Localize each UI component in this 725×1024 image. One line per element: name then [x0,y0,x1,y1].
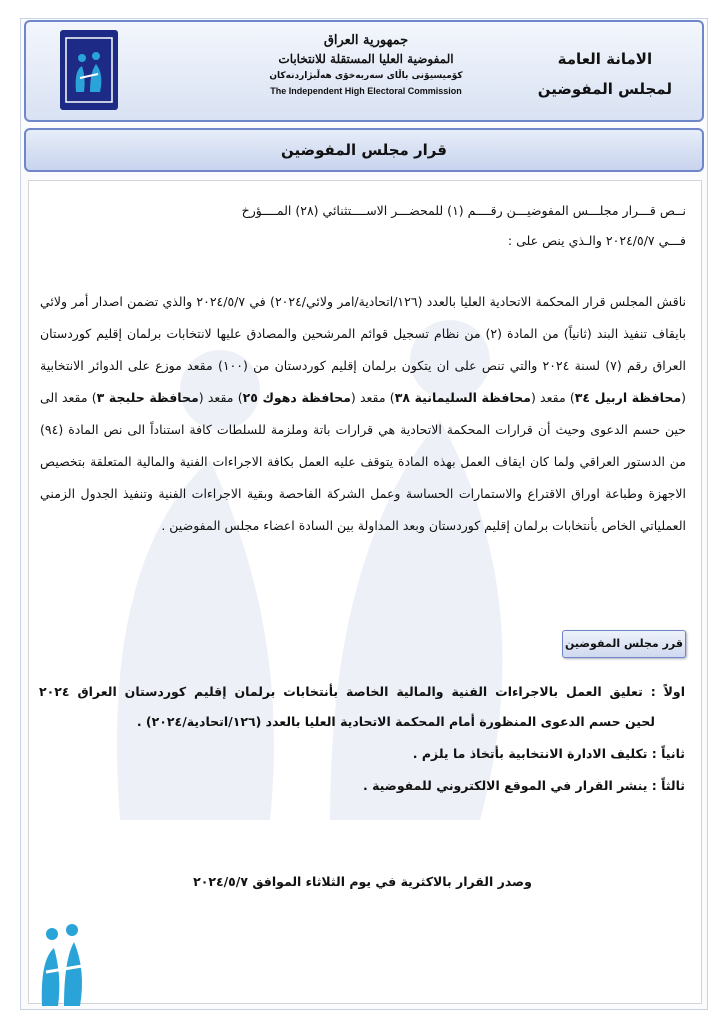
document-title: قرار مجلس المفوضين [24,128,704,172]
decision-item-third: ثالثاً : ينشر القرار في الموقع الالكتروني للمفوضية . [362,778,685,793]
secretariat-line2: لمجلس المفوضين [537,80,672,98]
header-banner [24,20,704,122]
body-text-1: ناقش المجلس قرار المحكمة الاتحادية العليا بالعدد (١٢٦/اتحادية/امر ولائي/٢٠٢٤) في ٢٠٢٤/٥/٧ والذي تضمن اصدار أمر ولائي بايقاف تنفيذ البند (ثانياً) من المادة (٢) من نظام تسجيل قوائم المرشحين والمصادق عليها لانتخابات برلمان إقليم كوردستان العراق رقم (٧) لسنة ٢٠٢٤ والتي تنص على ان يتكون برلمان إقليم كوردستان من (١٠٠) مقعد موزع على الدوائر الانتخابية ( [40,294,687,405]
decision-label: قرر مجلس المفوضين [562,630,686,658]
decision-item-first-continued: لحين حسم الدعوى المنظورة أمام المحكمة الاتحادية العليا بالعدد (١٢٦/اتحادية/٢٠٢٤) . [136,714,655,729]
body-text-2: ) مقعد ( [530,390,575,405]
commission-name-block [266,32,466,98]
intro-paragraph [40,196,686,256]
corner-logo-icon [38,920,88,1008]
commission-name-english: The Independent High Electoral Commission [270,86,462,96]
body-text-3: ) مقعد ( [350,390,395,405]
decision-item-first: اولاً : تعليق العمل بالاجراءات الفنية والمالية الخاصة بأنتخابات برلمان إقليم كوردستان العراق ٢٠٢٤ [39,684,685,699]
intro-line-2: فـــي ٢٠٢٤/٥/٧ والـذي ينص على : [507,233,686,248]
seats-sulaymaniyah: محافظة السليمانية ٣٨ [394,390,531,405]
body-text-5: ) مقعد الى حين حسم الدعوى وحيث أن قرارات المحكمة الاتحادية هي قرارات باتة وملزمة للسلطات كافة استناداً الى نص المادة (٩٤) من الدستور العراقي ولما كان ايقاف العمل بهذه المادة يتوقف عليه العمل بكافة الاجراءات الفنية والمالية المتعلقة بتخصيص الاجهزة وطباعة اوراق الاقتراع والاستمارات الحساسة وعمل الشركة الفاحصة وبقية الاجراءات الفنية وتنفيذ الجدول الزمني العملياتي الخاص بأنتخابات برلمان إقليم كوردستان وبعد المداولة بين السادة اعضاء مجلس المفوضين . [40,390,686,533]
secretariat-block [538,44,672,104]
seats-erbil: محافظة اربيل ٣٤ [574,390,682,405]
body-text-4: ) مقعد ( [198,390,243,405]
commission-name-kurdish: كۆمیسیۆنی باڵای سەربەخۆی هەڵبژاردنەکان [269,71,463,81]
ihec-logo-icon [60,30,118,110]
seats-halabja: محافظة حلبجة ٣ [96,390,199,405]
seats-duhok: محافظة دهوك ٢٥ [242,390,351,405]
discussion-paragraph [40,286,686,542]
republic-name: جمهورية العراق [323,33,409,48]
intro-line-1: نــص قـــرار مجلـــس المفوضيـــن رقــــم (١) للمحضـــر الاســــتثنائي (٢٨) المــــؤرخ [241,203,686,218]
commission-name-arabic: المفوضية العليا المستقلة للانتخابات [278,52,454,66]
secretariat-line1: الامانة العامة [557,50,653,68]
decision-item-second: ثانياً : تكليف الادارة الانتخابية بأتخاذ ما يلزم . [412,746,685,761]
issuance-statement: وصدر القرار بالاكثرية في يوم الثلاثاء الموافق ٢٠٢٤/٥/٧ [193,874,532,889]
